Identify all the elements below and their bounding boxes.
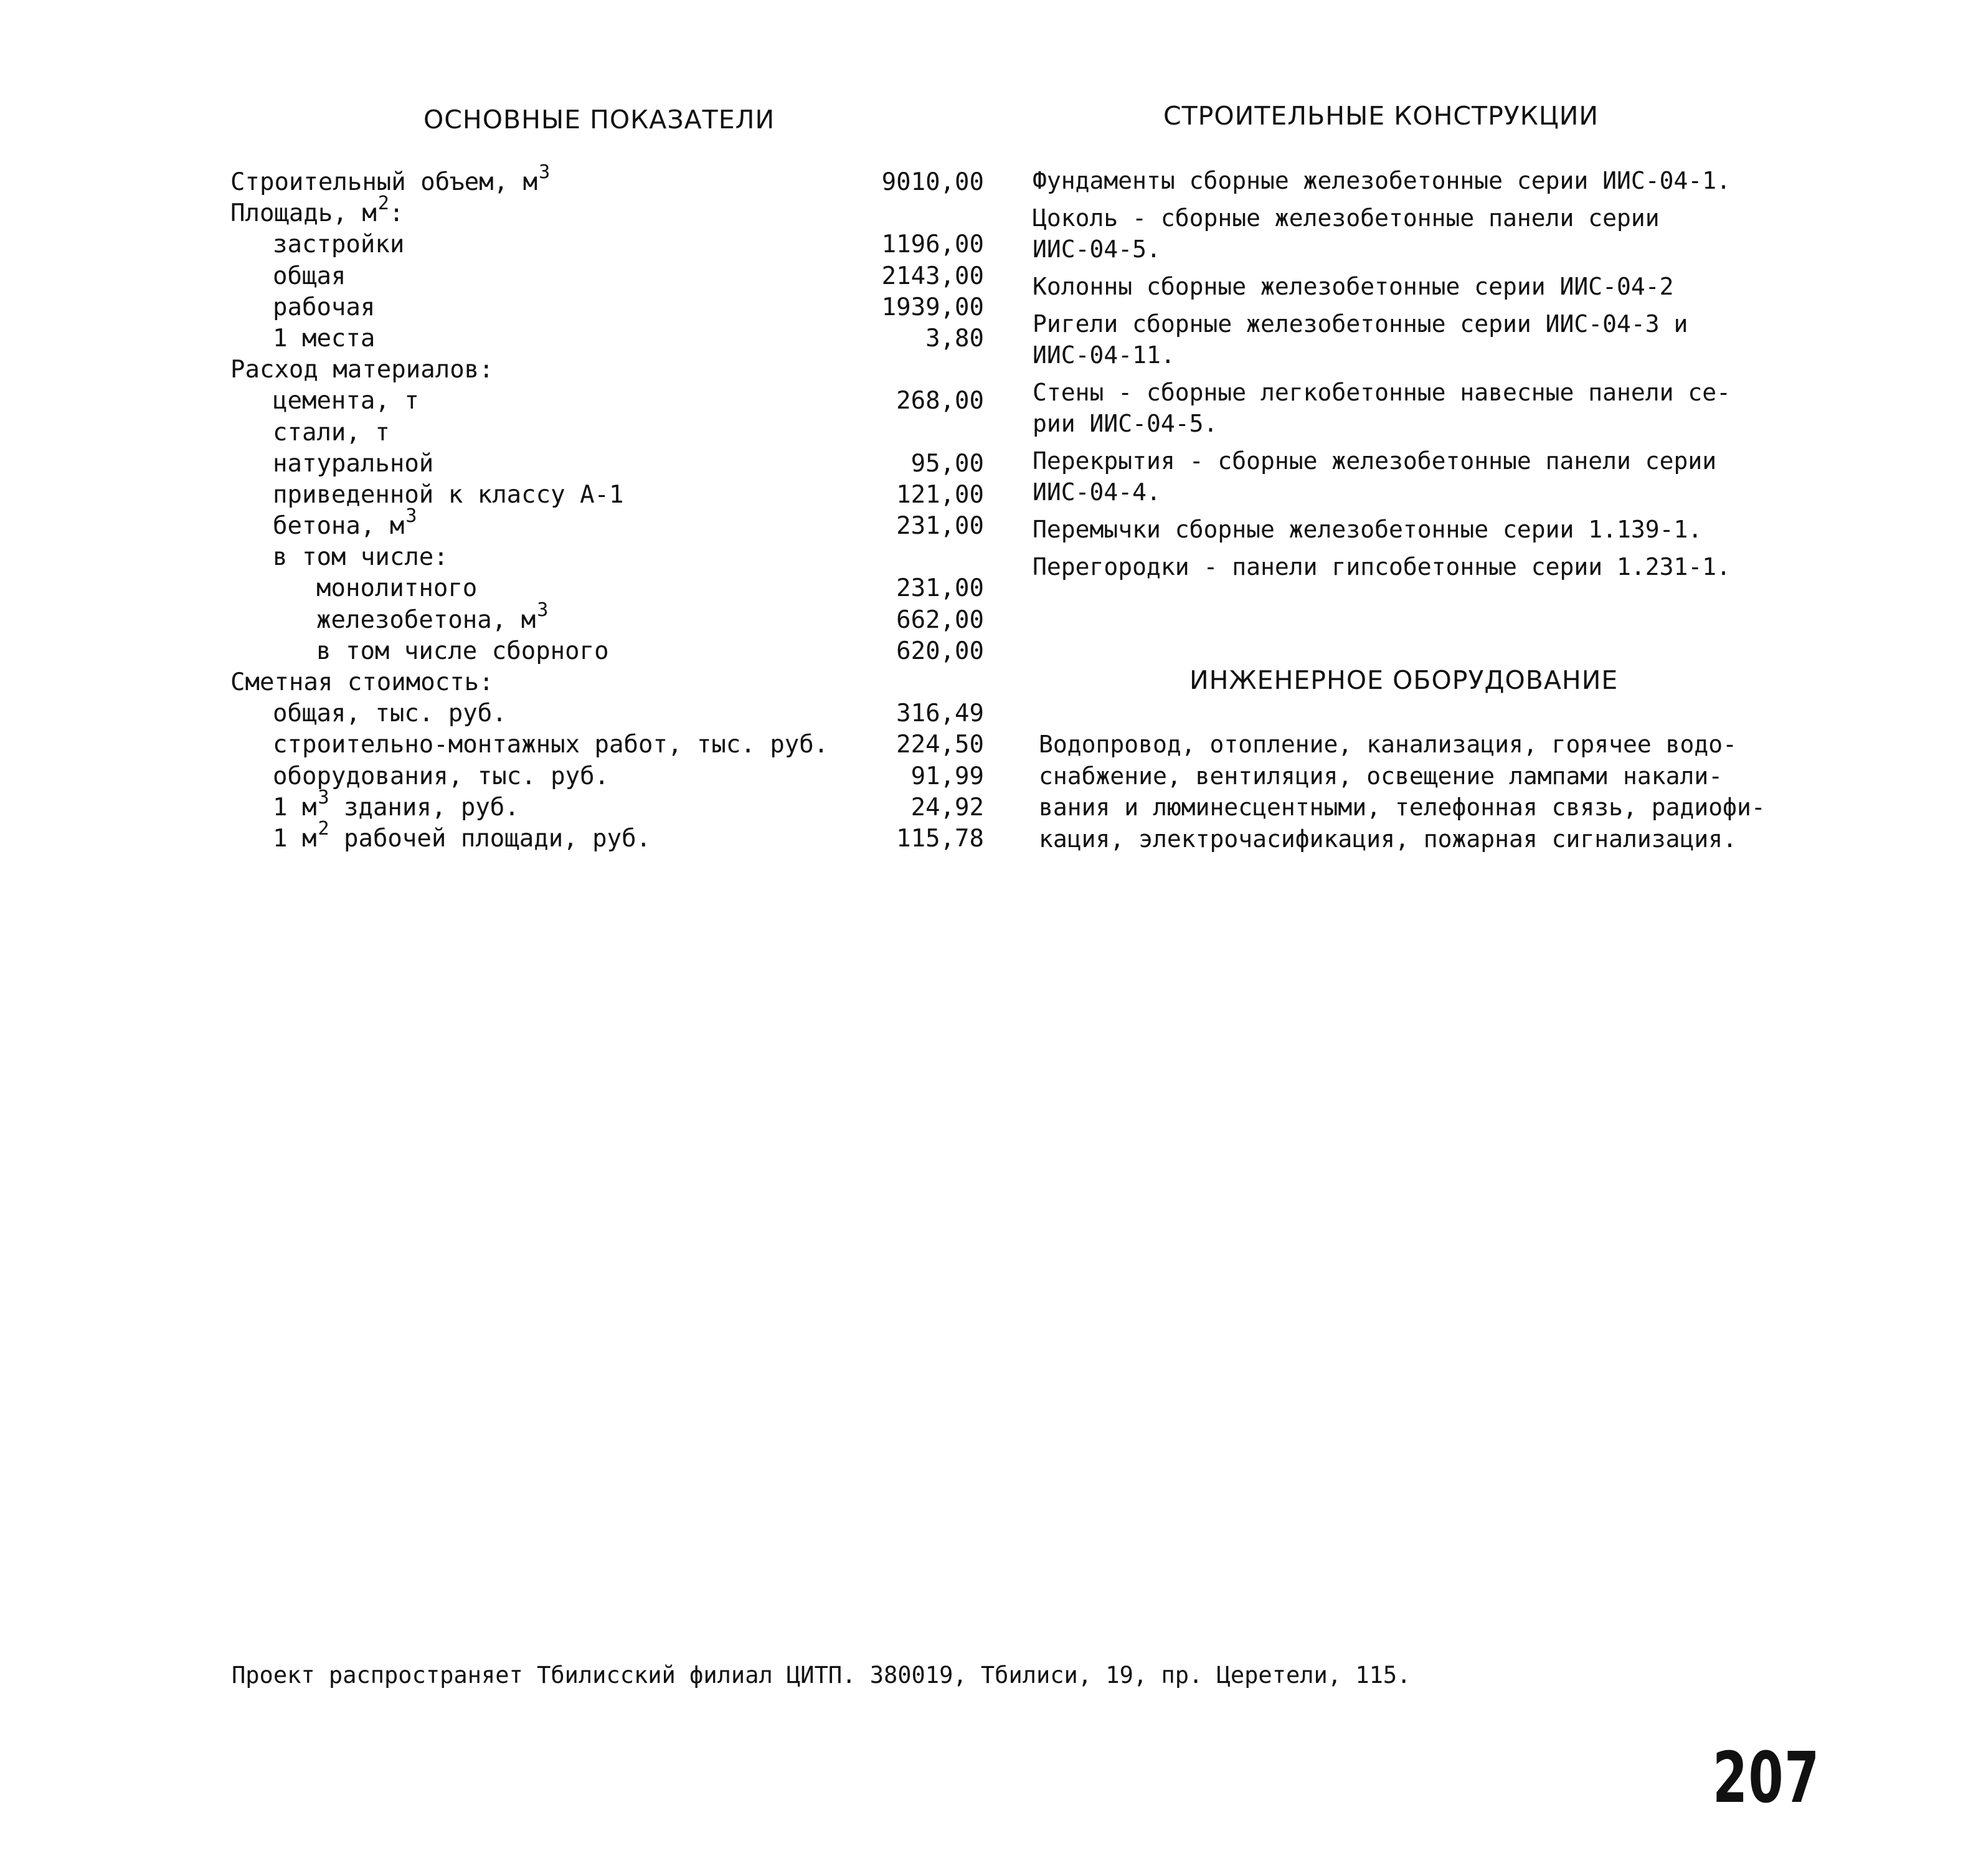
table-row: [230, 573, 984, 604]
row-value: 1196,00: [881, 230, 984, 259]
row-value: 91,99: [910, 762, 984, 790]
row-label: цемента, т: [273, 387, 419, 415]
row-label: рабочая: [273, 293, 376, 321]
unit-exponent: 3: [539, 161, 551, 183]
table-row: [230, 505, 984, 542]
table-row: [230, 817, 984, 855]
row-value: 224,50: [896, 731, 984, 759]
list-item: Перемычки сборные железобетонные серии 1.139-1.: [1033, 516, 1703, 543]
table-row: [230, 354, 984, 386]
table-row: [230, 599, 984, 636]
table-row: [230, 261, 984, 292]
row-label: общая: [273, 262, 346, 290]
table-row: [230, 786, 984, 823]
list-item: Стены - сборные легкобетонные навесные панели се- рии ИИС-04-5.: [1033, 379, 1731, 437]
row-label: 1 м: [273, 824, 317, 853]
page-number: 207: [1713, 1738, 1820, 1819]
row-value: 2143,00: [881, 262, 984, 290]
row-value: 95,00: [910, 449, 984, 478]
table-row: [230, 667, 984, 698]
table-row: [230, 480, 984, 511]
equipment-paragraph: Водопровод, отопление, канализация, горячее водо- снабжение, вентиляция, освещение лампами накали- вания и люминесцентными, телефонная связь, радиофи- кация, электрочасификация, пожарная сигнализация.: [1039, 731, 1766, 853]
list-item: Перегородки - панели гипсобетонные серии 1.231-1.: [1033, 553, 1731, 580]
row-value: 620,00: [896, 637, 984, 665]
row-value: 662,00: [896, 605, 984, 634]
row-value: 316,49: [896, 699, 984, 728]
list-item: Колонны сборные железобетонные серии ИИС-04-2: [1033, 273, 1674, 300]
row-label: приведенной к классу А-1: [273, 480, 624, 509]
indicators-table: [230, 161, 984, 855]
row-label-suffix: рабочей площади, руб.: [329, 824, 651, 853]
table-row: [230, 636, 984, 667]
row-label: Строительный объем, м: [230, 168, 538, 196]
table-row: [230, 729, 984, 760]
row-value: 268,00: [896, 387, 984, 415]
row-label: Расход материалов:: [230, 356, 494, 384]
row-label: общая, тыс. руб.: [273, 699, 507, 728]
table-row: [230, 417, 984, 448]
row-value: 121,00: [896, 480, 984, 509]
table-row: [230, 192, 984, 229]
row-label: оборудования, тыс. руб.: [273, 762, 610, 790]
row-label: в том числе сборного: [316, 637, 609, 665]
footer-distribution-note: Проект распространяет Тбилисский филиал ЦИТП. 380019, Тбилиси, 19, пр. Церетели, 115.: [232, 1662, 1411, 1689]
row-label: бетона, м: [273, 512, 405, 541]
unit-exponent: 3: [405, 505, 417, 528]
row-label: застройки: [273, 230, 405, 259]
unit-exponent: 3: [318, 786, 329, 808]
row-value: 231,00: [896, 512, 984, 541]
table-row: [230, 292, 984, 323]
row-value: 3,80: [925, 324, 984, 353]
row-label: 1 м: [273, 793, 317, 822]
list-item: Фундаменты сборные железобетонные серии ИИС-04-1.: [1033, 167, 1731, 194]
row-label: натуральной: [273, 449, 434, 478]
table-row: [230, 386, 984, 417]
list-item: Цоколь - сборные железобетонные панели серии ИИС-04-5.: [1033, 204, 1660, 263]
constructions-heading: СТРОИТЕЛЬНЫЕ КОНСТРУКЦИИ: [1163, 101, 1599, 131]
row-value: 115,78: [896, 824, 984, 853]
unit-exponent: 2: [377, 192, 389, 215]
table-row: [230, 229, 984, 260]
row-value: 1939,00: [881, 293, 984, 321]
row-label: железобетона, м: [316, 605, 536, 634]
constructions-list: [1033, 165, 1783, 589]
row-label-suffix: :: [389, 199, 404, 228]
row-label-suffix: здания, руб.: [329, 793, 519, 822]
row-label: Площадь, м: [230, 199, 377, 228]
list-item: Перекрытия - сборные железобетонные панели серии ИИС-04-4.: [1033, 447, 1717, 506]
row-label: монолитного: [316, 574, 478, 603]
row-label: Сметная стоимость:: [230, 668, 494, 696]
row-value: 9010,00: [881, 168, 984, 196]
table-row: [230, 448, 984, 480]
table-row: [230, 323, 984, 354]
row-value: 24,92: [910, 793, 984, 822]
row-label: в том числе:: [273, 543, 448, 572]
row-value: 231,00: [896, 574, 984, 603]
row-label: строительно-монтажных работ, тыс. руб.: [273, 731, 829, 759]
table-row: [230, 761, 984, 792]
unit-exponent: 3: [537, 599, 549, 621]
list-item: Ригели сборные железобетонные серии ИИС-04-3 и ИИС-04-11.: [1033, 310, 1688, 369]
indicators-heading: ОСНОВНЫЕ ПОКАЗАТЕЛИ: [423, 105, 775, 135]
table-row: [230, 698, 984, 729]
table-row: [230, 542, 984, 573]
row-label: стали, т: [273, 418, 390, 447]
unit-exponent: 2: [318, 817, 329, 840]
row-label: 1 места: [273, 324, 376, 353]
equipment-heading: ИНЖЕНЕРНОЕ ОБОРУДОВАНИЕ: [1189, 665, 1619, 695]
table-row: [230, 161, 984, 198]
